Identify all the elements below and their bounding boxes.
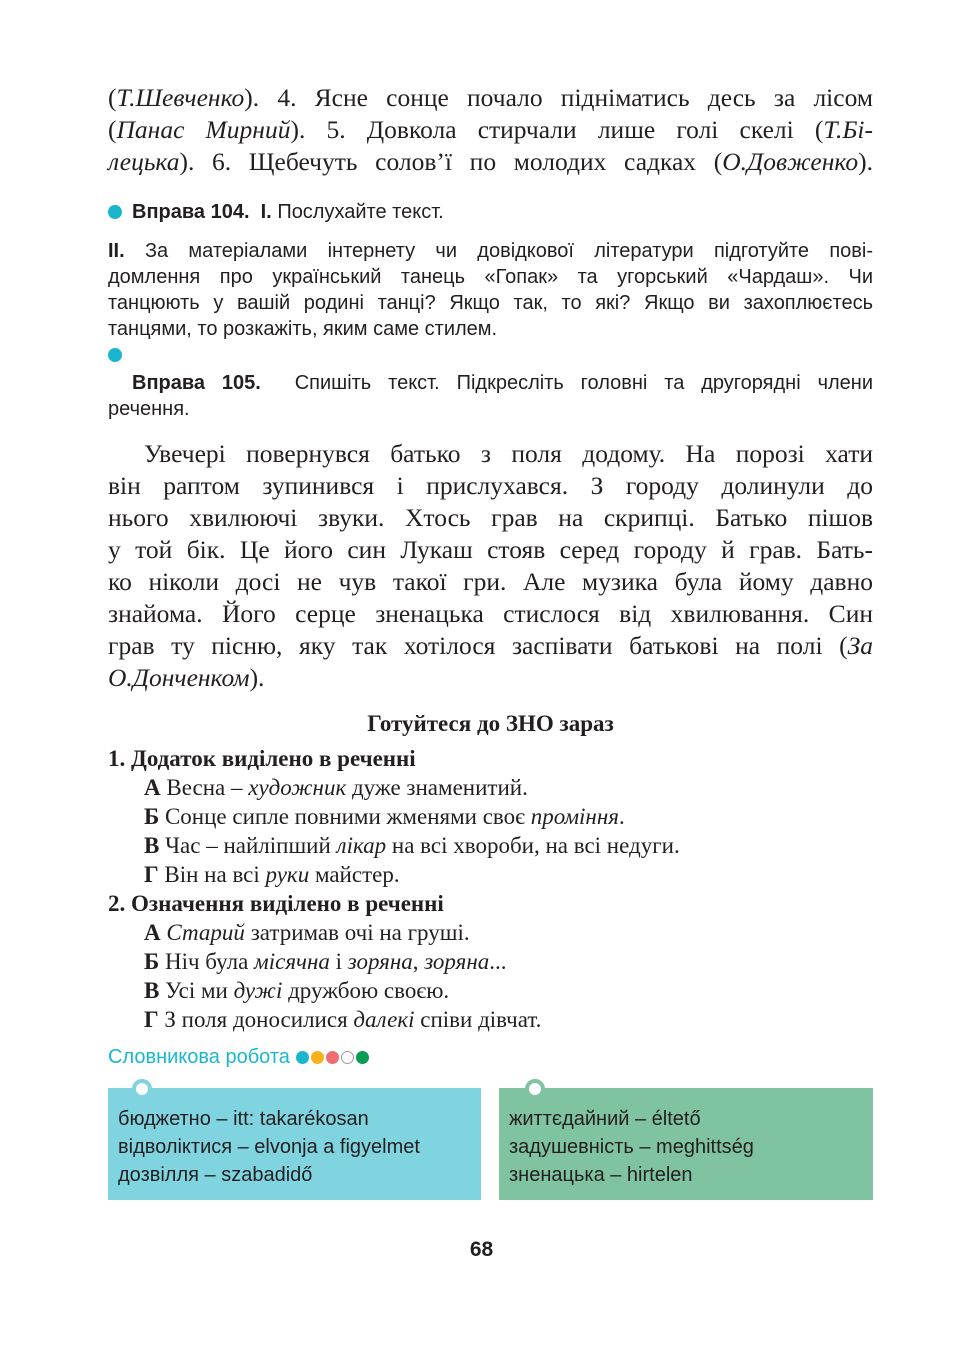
exercise-104-bullet-icon: [108, 205, 122, 219]
color-dot-icon: [341, 1051, 354, 1064]
top-paragraph-line-1: (Т.Шевченко). 4. Ясне сонце почало підніматись десь за лісом: [108, 83, 873, 112]
zno-question-1: 1. Додаток виділено в реченні: [108, 746, 416, 771]
story-line-6: знайома. Його серце зненацька стислося від хвилювання. Син: [108, 599, 873, 628]
vocabulary-card-right: [499, 1088, 873, 1200]
zno-q1-option-c: В Час – найліпший лікар на всі хвороби, на всі недуги.: [144, 833, 680, 858]
top-paragraph-line-3: лецька). 6. Щебечуть солов’ї по молодих садках (О.Довженко).: [108, 147, 873, 176]
vocab-entry: дозвілля – szabadidő: [118, 1164, 313, 1186]
story-line-3: нього хвилюючі звуки. Хтось грав на скрипці. Батько пішов: [108, 503, 873, 532]
exercise-104-part2-line-3: танцюють у вашій родині танці? Якщо так, то які? Якщо ви захоплюєтесь: [108, 292, 873, 314]
story-line-4: у той бік. Це його син Лукаш стояв серед городу й грав. Бать-: [108, 535, 873, 564]
zno-q2-option-a: А Старий затримав очі на груші.: [144, 920, 470, 945]
color-dot-icon: [326, 1051, 339, 1064]
vocab-entry: бюджетно – itt: takarékosan: [118, 1108, 369, 1130]
vocabulary-title: Словникова робота: [108, 1044, 371, 1070]
vocabulary-card-left: [108, 1088, 481, 1200]
exercise-104-part2-line-2: домлення про український танець «Гопак» та угорський «Чардаш». Чи: [108, 266, 873, 288]
exercise-105-bullet-icon: [108, 348, 122, 362]
zno-q1-option-b: Б Сонце сипле повними жменями своє проміння.: [144, 804, 625, 829]
zno-q2-option-d: Г З поля доносилися далекі співи дівчат.: [144, 1007, 542, 1032]
story-line-7: грав ту пісню, яку так хотілося заспівати батькові на полі (За: [108, 631, 873, 660]
story-line-2: він раптом зупинився і прислухався. З городу долинули до: [108, 471, 873, 500]
exercise-104-part2-line-1: II. За матеріалами інтернету чи довідкової літератури підготуйте пові-: [108, 240, 873, 262]
exercise-104-title: Вправа 104. I. Послухайте текст.: [132, 201, 444, 223]
story-line-1: Увечері повернувся батько з поля додому. На порозі хати: [144, 439, 873, 468]
zno-q1-option-d: Г Він на всі руки майстер.: [144, 862, 400, 887]
story-line-8: О.Донченком).: [108, 663, 265, 692]
story-line-5: ко ніколи досі не чув такої гри. Але музика була йому давно: [108, 567, 873, 596]
exercise-105-title: Вправа 105. Спишіть текст. Підкресліть головні та другорядні члени: [132, 372, 874, 394]
zno-q2-option-b: Б Ніч була місячна і зоряна, зоряна...: [144, 949, 507, 974]
vocab-entry: відволіктися – elvonja a figyelmet: [118, 1136, 420, 1158]
vocab-entry: зненацька – hirtelen: [509, 1164, 693, 1186]
card-ring-icon: [525, 1079, 545, 1099]
zno-heading: Готуйтеся до ЗНО зараз: [367, 711, 614, 736]
card-ring-icon: [132, 1079, 152, 1099]
exercise-104-part2-line-4: танцями, то розкажіть, яким саме стилем.: [108, 318, 498, 340]
vocab-entry: життєдайний – éltető: [509, 1108, 701, 1130]
zno-question-2: 2. Означення виділено в реченні: [108, 891, 444, 916]
page-number: 68: [469, 1238, 494, 1261]
vocab-entry: задушевність – meghittség: [509, 1136, 754, 1158]
top-paragraph-line-2: (Панас Мирний). 5. Довкола стирчали лише голі скелі (Т.Бі-: [108, 115, 873, 144]
zno-q1-option-a: А Весна – художник дуже знаменитий.: [144, 775, 528, 800]
zno-q2-option-c: В Усі ми дужі дружбою своєю.: [144, 978, 450, 1003]
vocabulary-color-dots: [296, 1046, 371, 1068]
color-dot-icon: [356, 1051, 369, 1064]
color-dot-icon: [296, 1051, 309, 1064]
color-dot-icon: [311, 1051, 324, 1064]
exercise-105-line-2: речення.: [108, 398, 190, 420]
